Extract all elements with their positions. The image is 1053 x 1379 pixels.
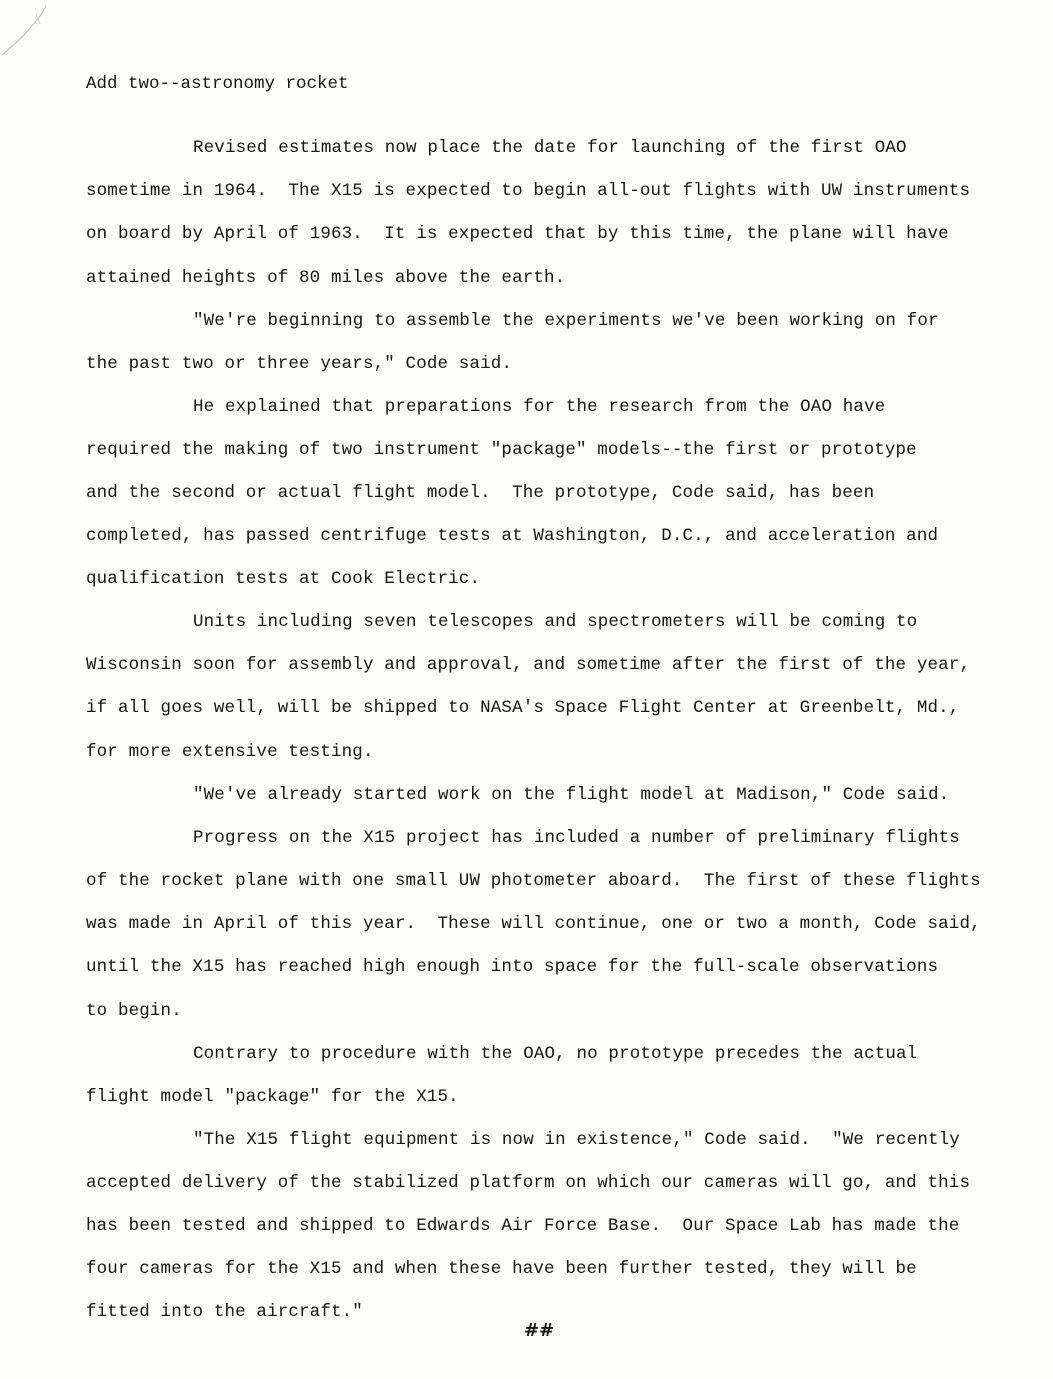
text-line: for more extensive testing. — [86, 742, 374, 762]
text-line: "The X15 flight equipment is now in existence," Code said. "We recently — [193, 1130, 960, 1150]
text-line: and the second or actual flight model. The prototype, Code said, has been — [86, 483, 875, 503]
text-line: Progress on the X15 project has included a number of preliminary flights — [193, 828, 960, 848]
text-line: attained heights of 80 miles above the earth. — [86, 268, 566, 288]
text-line: four cameras for the X15 and when these have been further tested, they will be — [86, 1259, 917, 1279]
text-line: He explained that preparations for the research from the OAO have — [193, 397, 886, 417]
text-line: fitted into the aircraft." — [86, 1302, 363, 1322]
text-line: "We're beginning to assemble the experiments we've been working on for — [193, 311, 939, 331]
text-line: of the rocket plane with one small UW photometer aboard. The first of these flights — [86, 871, 981, 891]
text-line: Wisconsin soon for assembly and approval, and sometime after the first of the year, — [86, 655, 971, 675]
text-line: until the X15 has reached high enough into space for the full-scale observations — [86, 957, 939, 977]
text-line: if all goes well, will be shipped to NASA's Space Flight Center at Greenbelt, Md., — [86, 698, 960, 718]
text-line: sometime in 1964. The X15 is expected to begin all-out flights with UW instruments — [86, 181, 971, 201]
text-line: to begin. — [86, 1001, 182, 1021]
text-line: was made in April of this year. These will continue, one or two a month, Code said, — [86, 914, 981, 934]
document-heading: Add two--astronomy rocket — [86, 74, 349, 94]
text-line: Revised estimates now place the date for launching of the first OAO — [193, 138, 907, 158]
text-line: Units including seven telescopes and spectrometers will be coming to — [193, 612, 918, 632]
text-line: completed, has passed centrifuge tests at Washington, D.C., and acceleration and — [86, 526, 939, 546]
text-line: required the making of two instrument "package" models--the first or prototype — [86, 440, 917, 460]
text-line: accepted delivery of the stabilized platform on which our cameras will go, and this — [86, 1173, 971, 1193]
text-line: has been tested and shipped to Edwards Air Force Base. Our Space Lab has made the — [86, 1216, 960, 1236]
text-line: the past two or three years," Code said. — [86, 354, 513, 374]
page-corner-scratch — [0, 0, 50, 60]
text-line: qualification tests at Cook Electric. — [86, 569, 481, 589]
end-of-release-mark: ## — [524, 1320, 555, 1341]
text-line: Contrary to procedure with the OAO, no prototype precedes the actual — [193, 1044, 918, 1064]
text-line: "We've already started work on the flight model at Madison," Code said. — [193, 785, 950, 805]
text-line: flight model "package" for the X15. — [86, 1087, 459, 1107]
text-line: on board by April of 1963. It is expected that by this time, the plane will have — [86, 224, 949, 244]
